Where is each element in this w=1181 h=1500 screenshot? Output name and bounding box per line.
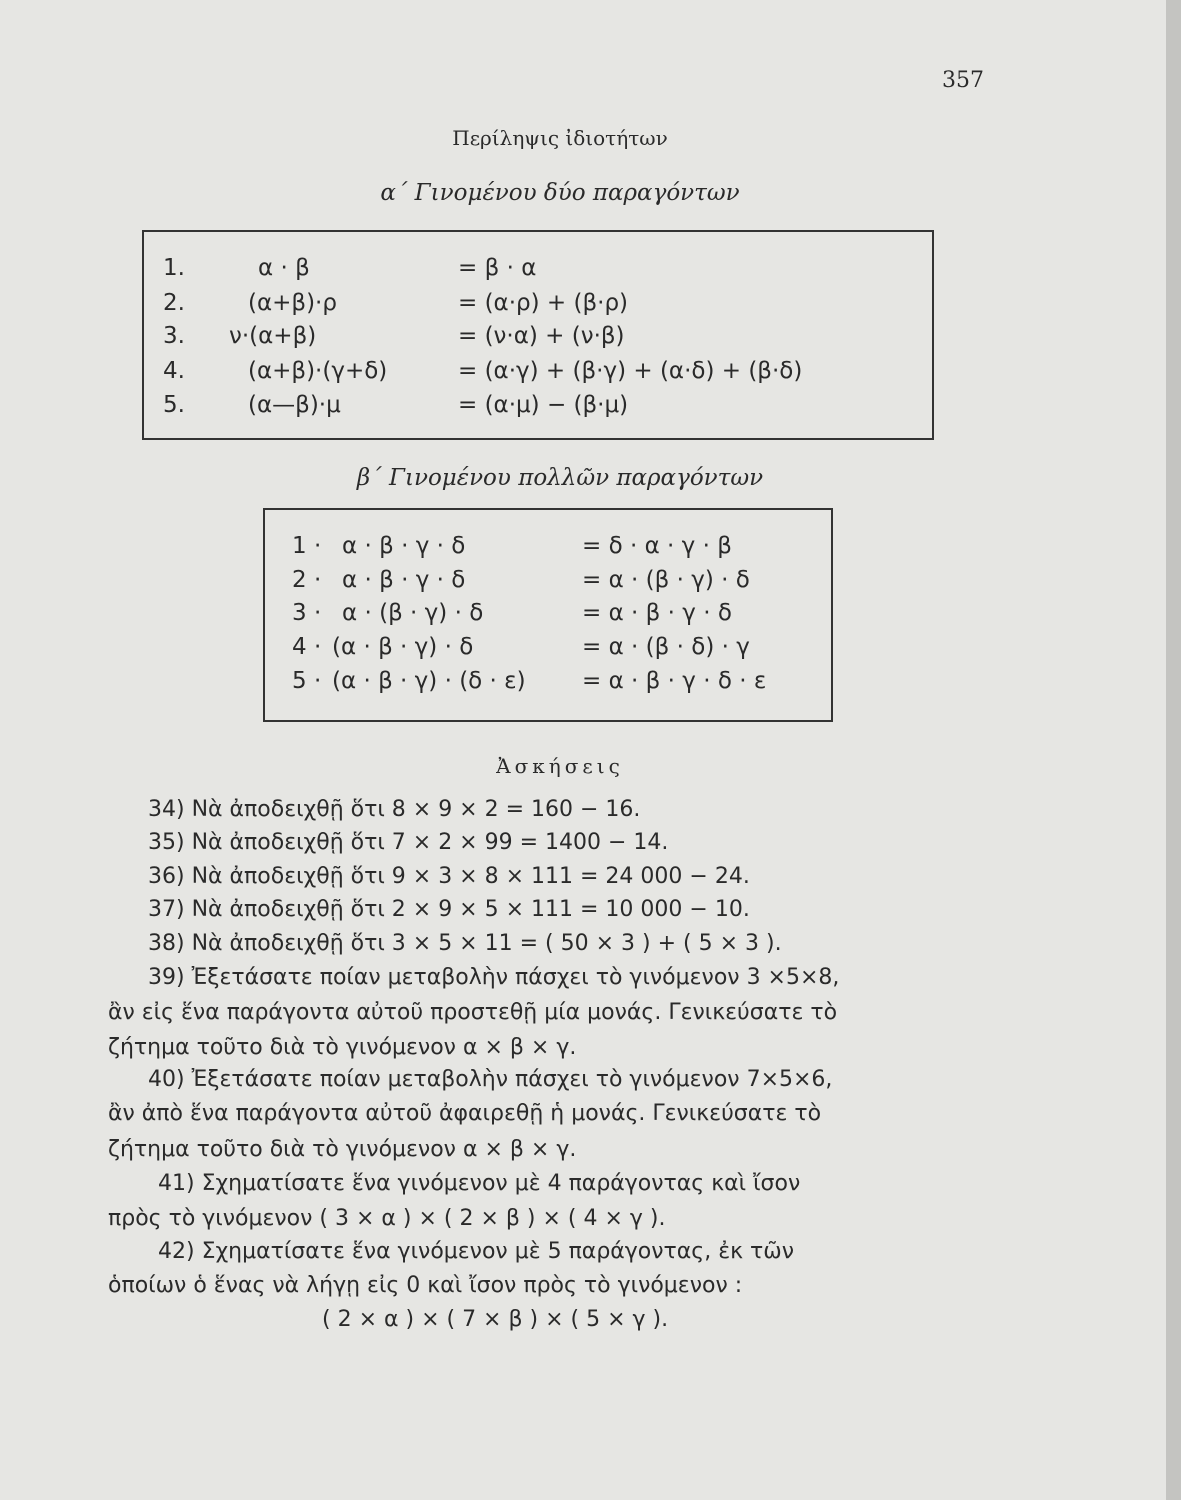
exercise-40-line: ζήτημα τοῦτο διὰ τὸ γινόμενον α × β × γ. xyxy=(108,1137,577,1162)
formula-number: 5 · xyxy=(292,668,322,694)
exercise-40-line: ἂν ἀπὸ ἕνα παράγοντα αὐτοῦ ἀφαιρεθῇ ἡ μονάς. Γενικεύσατε τὸ xyxy=(108,1101,822,1126)
exercise-37: 37) Νὰ ἀποδειχθῇ ὅτι 2 × 9 × 5 × 111 = 10 000 − 10. xyxy=(148,897,750,922)
formula-lhs: α · β · γ · δ xyxy=(342,533,466,559)
formula-number: 2 · xyxy=(292,567,322,593)
formula-rhs: = (α·μ) − (β·μ) xyxy=(458,392,629,418)
formula-lhs: (α · β · γ) · δ xyxy=(332,634,474,660)
formula-rhs: = α · β · γ · δ xyxy=(582,600,732,626)
exercise-40-line: 40) Ἐξετάσατε ποίαν μεταβολὴν πάσχει τὸ γινόμενον 7×5×6, xyxy=(148,1067,833,1092)
exercises-title: Ἀσκήσεις xyxy=(496,754,624,778)
formula-lhs: ν·(α+β) xyxy=(229,323,317,349)
exercise-42-line: 42) Σχηματίσατε ἕνα γινόμενον μὲ 5 παράγοντας, ἐκ τῶν xyxy=(158,1239,795,1264)
formula-lhs: α · (β · γ) · δ xyxy=(342,600,484,626)
exercise-35: 35) Νὰ ἀποδειχθῇ ὅτι 7 × 2 × 99 = 1400 − 14. xyxy=(148,830,669,855)
formula-number: 5. xyxy=(163,392,185,418)
formula-number: 3. xyxy=(163,323,185,349)
formula-lhs: (α—β)·μ xyxy=(248,392,341,418)
formula-number: 4. xyxy=(163,358,185,384)
section-b-title: β΄ Γινομένου πολλῶν παραγόντων xyxy=(356,465,764,491)
page-edge xyxy=(1166,0,1181,1500)
exercise-39-line: ζήτημα τοῦτο διὰ τὸ γινόμενον α × β × γ. xyxy=(108,1035,577,1060)
formula-rhs: = (α·ρ) + (β·ρ) xyxy=(458,290,629,316)
page-number: 357 xyxy=(942,68,984,93)
formula-rhs: = (ν·α) + (ν·β) xyxy=(458,323,625,349)
exercise-34: 34) Νὰ ἀποδειχθῇ ὅτι 8 × 9 × 2 = 160 − 16. xyxy=(148,797,641,822)
formula-lhs: (α+β)·ρ xyxy=(248,290,337,316)
formula-rhs: = α · β · γ · δ · ε xyxy=(582,668,767,694)
exercise-41-line: 41) Σχηματίσατε ἕνα γινόμενον μὲ 4 παράγοντας καὶ ἴσον xyxy=(158,1171,801,1196)
exercise-39-line: 39) Ἐξετάσατε ποίαν μεταβολὴν πάσχει τὸ γινόμενον 3 ×5×8, xyxy=(148,965,840,990)
formula-number: 2. xyxy=(163,290,185,316)
exercise-38: 38) Νὰ ἀποδειχθῇ ὅτι 3 × 5 × 11 = ( 50 × 3 ) + ( 5 × 3 ). xyxy=(148,931,782,956)
exercise-36: 36) Νὰ ἀποδειχθῇ ὅτι 9 × 3 × 8 × 111 = 24 000 − 24. xyxy=(148,864,750,889)
exercise-39-line: ἂν εἰς ἕνα παράγοντα αὐτοῦ προστεθῇ μία μονάς. Γενικεύσατε τὸ xyxy=(108,1000,838,1025)
exercise-41-line: πρὸς τὸ γινόμενον ( 3 × α ) × ( 2 × β ) × ( 4 × γ ). xyxy=(108,1206,666,1231)
formula-number: 4 · xyxy=(292,634,322,660)
formula-number: 3 · xyxy=(292,600,322,626)
formula-rhs: = α · (β · δ) · γ xyxy=(582,634,750,660)
formula-number: 1. xyxy=(163,255,185,281)
formula-rhs: = α · (β · γ) · δ xyxy=(582,567,750,593)
formula-lhs: α · β · γ · δ xyxy=(342,567,466,593)
exercise-42-line: ὁποίων ὁ ἕνας νὰ λήγῃ εἰς 0 καὶ ἴσον πρὸς τὸ γινόμενον : xyxy=(108,1273,743,1298)
exercise-42-line: ( 2 × α ) × ( 7 × β ) × ( 5 × γ ). xyxy=(322,1307,669,1332)
section-a-title: α΄ Γινομένου δύο παραγόντων xyxy=(380,180,740,206)
formula-lhs: (α+β)·(γ+δ) xyxy=(248,358,388,384)
formula-lhs: (α · β · γ) · (δ · ε) xyxy=(332,668,526,694)
summary-title: Περίληψις ἰδιοτήτων xyxy=(452,126,668,150)
formula-number: 1 · xyxy=(292,533,322,559)
formula-rhs: = (α·γ) + (β·γ) + (α·δ) + (β·δ) xyxy=(458,358,803,384)
formula-rhs: = δ · α · γ · β xyxy=(582,533,732,559)
formula-lhs: α · β xyxy=(258,255,310,281)
formula-rhs: = β · α xyxy=(458,255,537,281)
